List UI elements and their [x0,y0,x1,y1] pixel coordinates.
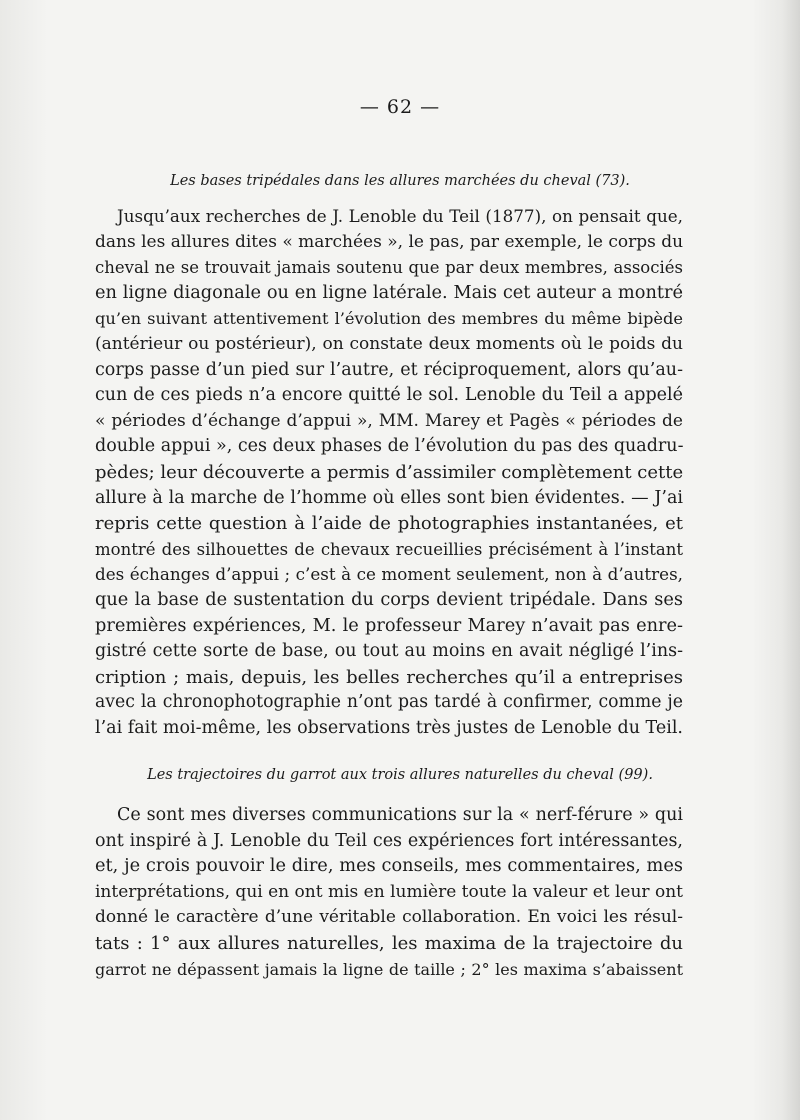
section-heading-withers-trajectories: Les trajectoires du garrot aux trois allures naturelles du cheval (99). [147,767,653,783]
text-line: corps passe d’un pied sur l’autre, et réciproquement, alors qu’au- [95,359,683,380]
text-line: qu’en suivant attentivement l’évolution des membres du même bipède [95,309,683,329]
text-line: donné le caractère d’une véritable collaboration. En voici les résul- [95,907,683,928]
text-line: garrot ne dépassent jamais la ligne de taille ; 2° les maxima s’abaissent [95,959,683,979]
paragraph-withers-trajectories [95,803,683,982]
text-line: cheval ne se trouvait jamais soutenu que par deux membres, associés [95,258,683,278]
text-line: pèdes; leur découverte a permis d’assimiler complètement cette [95,461,684,483]
text-line: l’ai fait moi-même, les observations très justes de Lenoble du Teil. [95,717,683,738]
section-heading-tripedal-bases: Les bases tripédales dans les allures marchées du cheval (73). [170,173,630,189]
text-line: gistré cette sorte de base, ou tout au moins en avait négligé l’ins- [95,641,683,662]
text-line: cun de ces pieds n’a encore quitté le sol. Lenoble du Teil a appelé [95,385,683,406]
text-line: Jusqu’aux recherches de J. Lenoble du Teil (1877), on pensait que, [117,206,683,226]
text-line: dans les allures dites « marchées », le pas, par exemple, le corps du [95,231,684,252]
text-line: « périodes d’échange d’appui », MM. Marey et Pagès « périodes de [95,410,683,431]
text-line: cription ; mais, depuis, les belles recherches qu’il a entreprises [95,666,683,688]
text-line: avec la chronophotographie n’ont pas tardé à confirmer, comme je [95,692,683,713]
text-line: et, je crois pouvoir le dire, mes conseils, mes commentaires, mes [95,856,683,877]
text-line: (antérieur ou postérieur), on constate deux moments où le poids du [95,333,683,354]
text-line: ont inspiré à J. Lenoble du Teil ces expériences fort intéressantes, [95,830,683,851]
text-line: Ce sont mes diverses communications sur la « nerf-férure » qui [117,805,683,825]
text-line: tats : 1° aux allures naturelles, les maxima de la trajectoire du [95,932,683,954]
page-edge-shadow [782,0,800,1120]
page-number: — 62 — [359,96,441,118]
text-line: premières expériences, M. le professeur Marey n’avait pas enre- [95,615,683,636]
text-line: interprétations, qui en ont mis en lumière toute la valeur et leur ont [95,881,683,902]
text-line: double appui », ces deux phases de l’évolution du pas des quadru- [95,436,684,457]
text-line: des échanges d’appui ; c’est à ce moment seulement, non à d’autres, [95,564,683,585]
text-line: montré des silhouettes de chevaux recueillies précisément à l’instant [95,539,683,559]
text-line: que la base de sustentation du corps devient tripédale. Dans ses [95,589,683,610]
paragraph-tripedal-bases [95,204,683,741]
text-line: en ligne diagonale ou en ligne latérale. Mais cet auteur a montré [95,282,683,303]
text-line: allure à la marche de l’homme où elles sont bien évidentes. — J’ai [95,487,683,508]
text-line: repris cette question à l’aide de photographies instantanées, et [95,513,683,535]
